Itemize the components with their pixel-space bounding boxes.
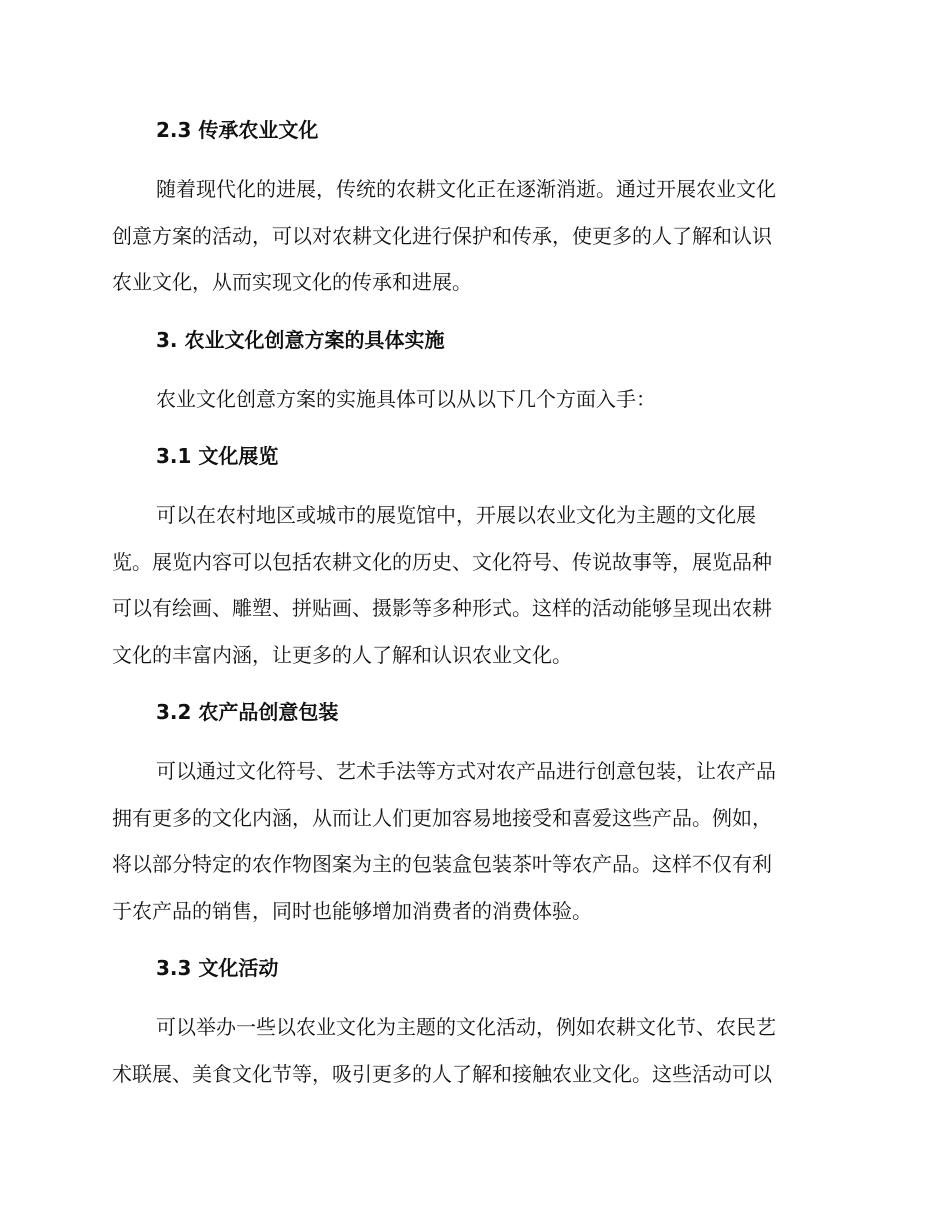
paragraph-line: 可以在农村地区或城市的展览馆中，开展以农业文化为主题的文化展	[156, 503, 756, 527]
section-heading: 3. 农业文化创意方案的具体实施	[156, 327, 445, 352]
paragraph-line: 将以部分特定的农作物图案为主的包装盒包装茶叶等农产品。这样不仅有利	[112, 852, 772, 876]
paragraph-line: 创意方案的活动，可以对农耕文化进行保护和传承，使更多的人了解和认识	[112, 223, 772, 248]
paragraph-line: 文化的丰富内涵，让更多的人了解和认识农业文化。	[112, 642, 572, 667]
section-heading: 3.3 文化活动	[156, 956, 279, 980]
paragraph-line: 农业文化，从而实现文化的传承和进展。	[112, 270, 472, 294]
section-heading: 3.2 农产品创意包装	[156, 700, 339, 724]
paragraph-line: 可以有绘画、雕塑、拼贴画、摄影等多种形式。这样的活动能够呈现出农耕	[112, 596, 772, 620]
paragraph	[112, 166, 832, 306]
paragraph	[112, 376, 832, 423]
paragraph-line: 术联展、美食文化节等，吸引更多的人了解和接触农业文化。这些活动可以	[112, 1061, 772, 1086]
paragraph-line: 可以举办一些以农业文化为主题的文化活动，例如农耕文化节、农民艺	[156, 1015, 776, 1039]
paragraph-line: 农业文化创意方案的实施具体可以从以下几个方面入手：	[156, 386, 656, 411]
paragraph	[112, 1004, 832, 1097]
paragraph-line: 览。展览内容可以包括农耕文化的历史、文化符号、传说故事等，展览品种	[112, 549, 772, 574]
section-heading: 2.3 传承农业文化	[156, 118, 319, 142]
paragraph-line: 于农产品的销售，同时也能够增加消费者的消费体验。	[112, 898, 592, 923]
section-heading: 3.1 文化展览	[156, 444, 279, 468]
document-body	[112, 108, 832, 1109]
paragraph-line: 随着现代化的进展，传统的农耕文化正在逐渐消逝。通过开展农业文化	[156, 177, 776, 201]
paragraph-line: 拥有更多的文化内涵，从而让人们更加容易地接受和喜爱这些产品。例如，	[112, 805, 772, 830]
paragraph	[112, 748, 832, 934]
paragraph	[112, 492, 832, 678]
paragraph-line: 可以通过文化符号、艺术手法等方式对农产品进行创意包装，让农产品	[156, 759, 776, 783]
